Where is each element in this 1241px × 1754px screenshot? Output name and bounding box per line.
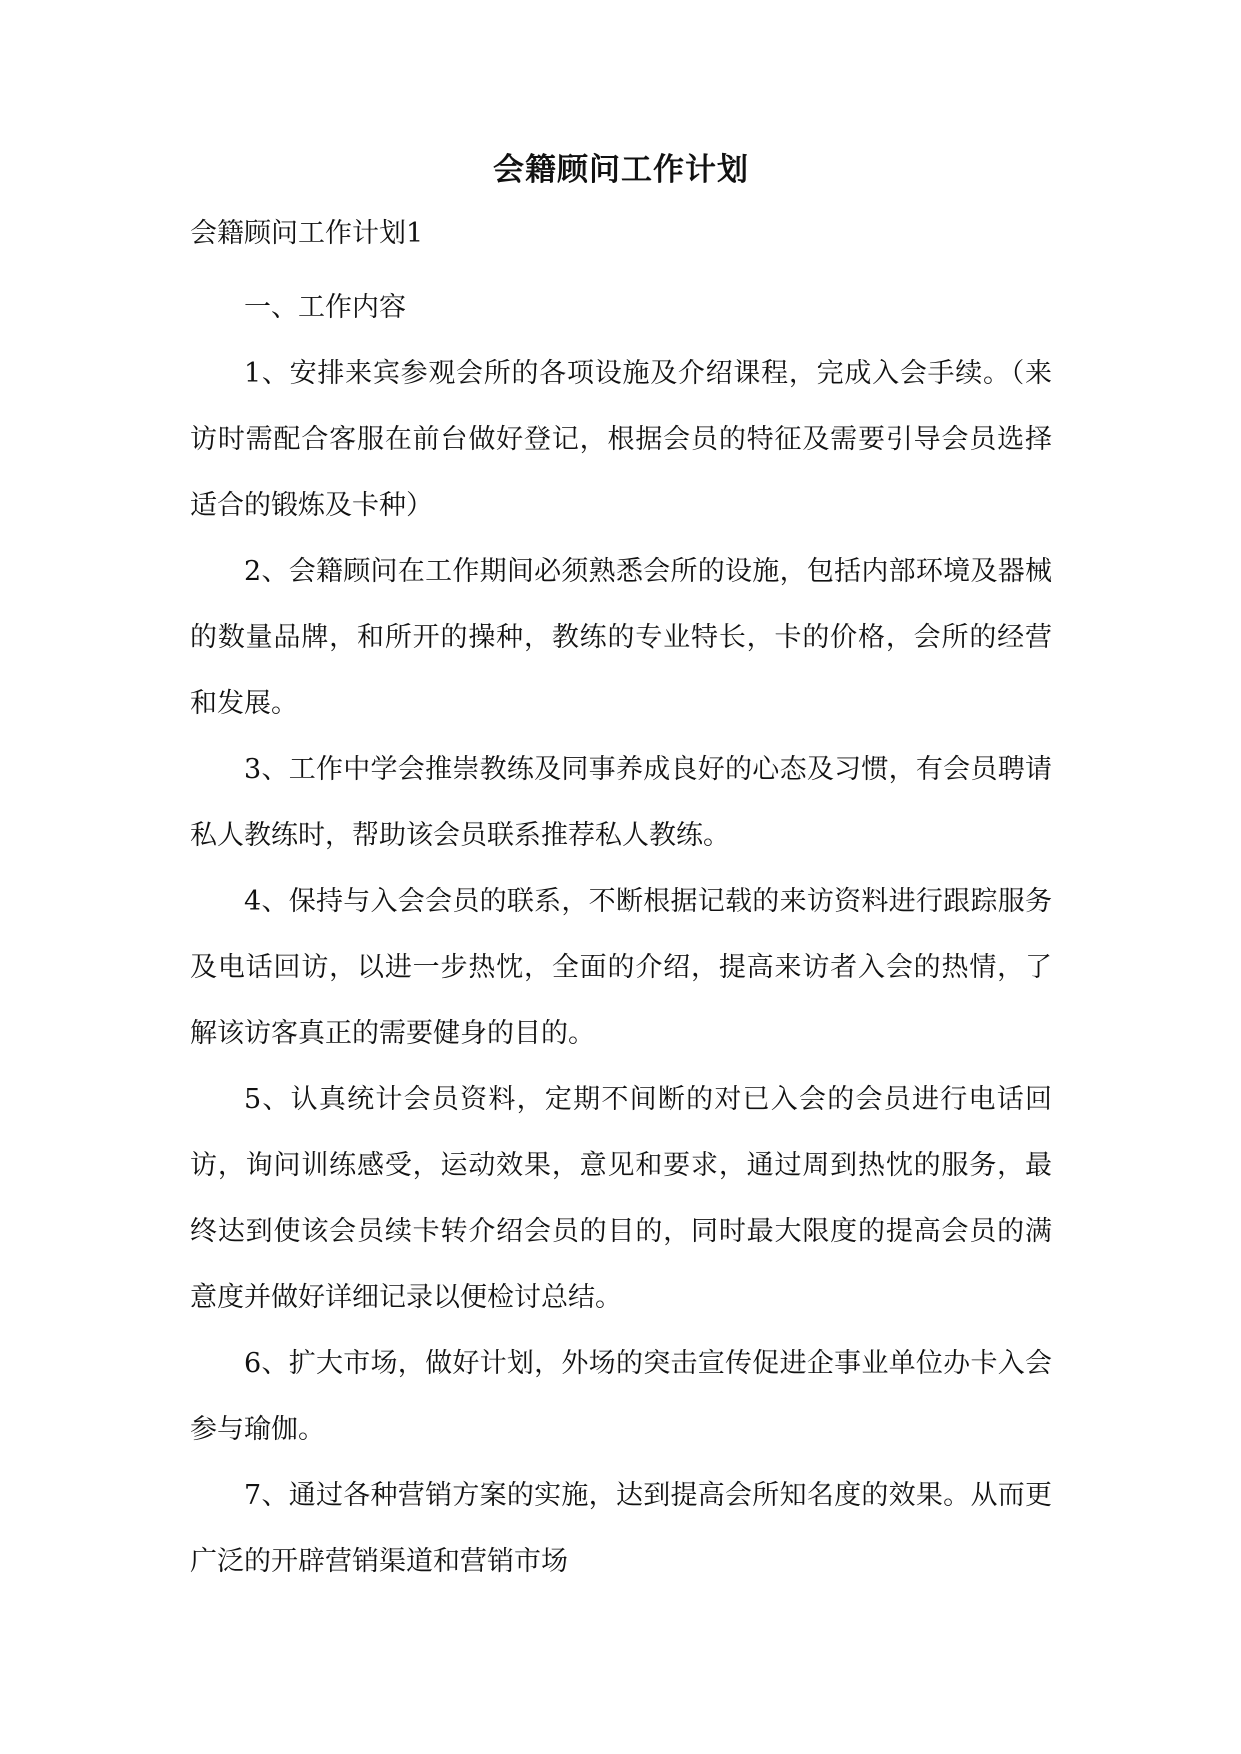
paragraph-4: 4、保持与入会会员的联系，不断根据记载的来访资料进行跟踪服务及电话回访，以进一步热忱，全面的介绍，提高来访者入会的热情，了解该访客真正的需要健身的目的。 <box>190 886 1052 1049</box>
paragraph-7: 7、通过各种营销方案的实施，达到提高会所知名度的效果。从而更广泛的开辟营销渠道和营销市场 <box>190 1480 1052 1577</box>
document-subtitle: 会籍顾问工作计划1 <box>190 218 424 249</box>
section-heading: 一、工作内容 <box>244 292 406 323</box>
paragraph-2: 2、会籍顾问在工作期间必须熟悉会所的设施，包括内部环境及器械的数量品牌，和所开的操种，教练的专业特长，卡的价格，会所的经营和发展。 <box>190 556 1052 719</box>
paragraph-5: 5、认真统计会员资料，定期不间断的对已入会的会员进行电话回访，询问训练感受，运动效果，意见和要求，通过周到热忱的服务，最终达到使该会员续卡转介绍会员的目的，同时最大限度的提高会员的满意度并做好详细记录以便检讨总结。 <box>190 1084 1052 1313</box>
paragraph-1: 1、安排来宾参观会所的各项设施及介绍课程，完成入会手续。（来访时需配合客服在前台做好登记，根据会员的特征及需要引导会员选择适合的锻炼及卡种） <box>190 358 1052 521</box>
document-page <box>190 150 1052 1595</box>
document-title: 会籍顾问工作计划 <box>493 152 749 188</box>
paragraph-3: 3、工作中学会推崇教练及同事养成良好的心态及习惯，有会员聘请私人教练时，帮助该会员联系推荐私人教练。 <box>190 754 1052 851</box>
paragraph-6: 6、扩大市场，做好计划，外场的突击宣传促进企事业单位办卡入会参与瑜伽。 <box>190 1348 1052 1445</box>
